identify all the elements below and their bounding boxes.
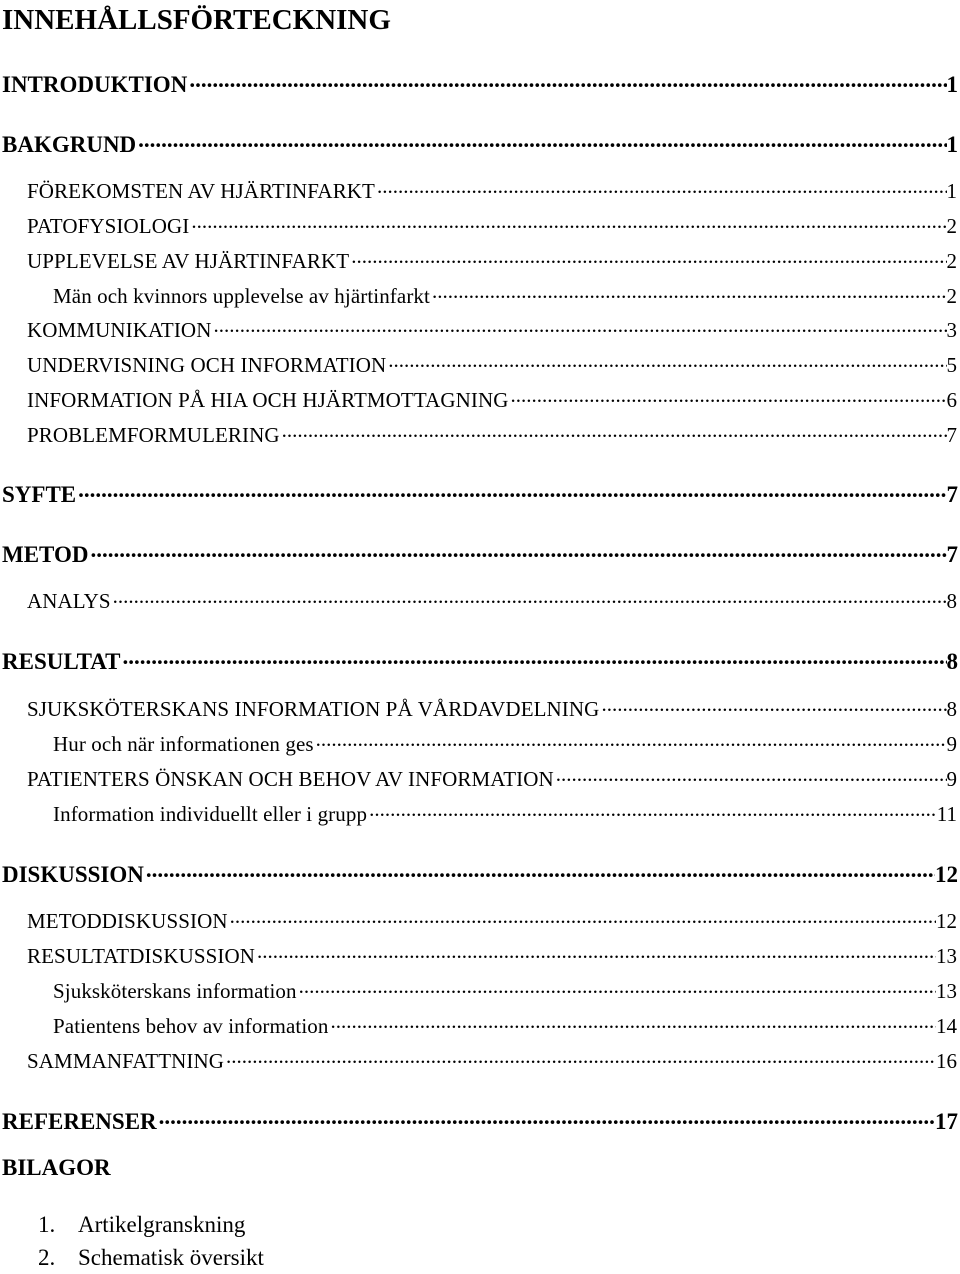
- toc-entry[interactable]: [0, 480, 960, 510]
- toc-entry-title: METODDISKUSSION: [27, 909, 228, 934]
- toc-entry[interactable]: [0, 1011, 960, 1041]
- toc-entry[interactable]: [0, 586, 960, 616]
- toc-page-number: 7: [947, 482, 960, 508]
- toc-entry-title: INFORMATION PÅ HIA OCH HJÄRTMOTTAGNING: [27, 388, 509, 413]
- toc-page-number: 8: [947, 697, 960, 722]
- toc-entry[interactable]: [0, 1046, 960, 1076]
- toc-entry[interactable]: [0, 315, 960, 345]
- toc-dot-leader: [187, 67, 946, 93]
- toc-entry-title: SAMMANFATTNING: [27, 1049, 224, 1074]
- toc-entry[interactable]: [0, 1107, 960, 1137]
- toc-entry-title: PROBLEMFORMULERING: [27, 423, 280, 448]
- toc-page-number: 16: [936, 1049, 960, 1074]
- toc-entry-title: PATIENTERS ÖNSKAN OCH BEHOV AV INFORMATION: [27, 767, 554, 792]
- toc-entry[interactable]: [0, 976, 960, 1006]
- toc-entry[interactable]: [0, 176, 960, 206]
- toc-page-number: 5: [947, 353, 960, 378]
- toc-entry[interactable]: [0, 860, 960, 890]
- toc-page-number: 7: [947, 542, 960, 568]
- toc-dot-leader: [228, 904, 936, 929]
- toc-dot-leader: [554, 762, 947, 787]
- toc-dot-leader: [136, 127, 946, 153]
- toc-entry-title: REFERENSER: [2, 1109, 157, 1135]
- toc-dot-leader: [599, 692, 946, 717]
- toc-entry-title: UPPLEVELSE AV HJÄRTINFARKT: [27, 249, 349, 274]
- toc-entry[interactable]: [0, 350, 960, 380]
- toc-dot-leader: [189, 209, 946, 234]
- toc-page-number: 11: [937, 802, 960, 827]
- toc-dot-leader: [375, 174, 947, 199]
- toc-page-number: 13: [936, 944, 960, 969]
- toc-page-number: 17: [935, 1109, 960, 1135]
- toc-entry[interactable]: [0, 70, 960, 100]
- toc-dot-leader: [328, 1009, 936, 1034]
- toc-page-number: 14: [936, 1014, 960, 1039]
- toc-page-number: 13: [936, 979, 960, 1004]
- toc-entry-title: ANALYS: [27, 589, 111, 614]
- bilagor-item-label: Schematisk översikt: [78, 1241, 264, 1274]
- toc-page-number: 12: [936, 909, 960, 934]
- bilagor-item-label: Artikelgranskning: [78, 1208, 245, 1241]
- toc-dot-leader: [509, 383, 947, 408]
- bilagor-item-number: 1.: [38, 1208, 78, 1241]
- toc-dot-leader: [211, 313, 946, 338]
- toc-entry-title: METOD: [2, 542, 88, 568]
- toc-dot-leader: [297, 974, 936, 999]
- toc-page-number: 12: [935, 862, 960, 888]
- toc-dot-leader: [386, 348, 946, 373]
- bilagor-list: [38, 1208, 264, 1274]
- toc-page-number: 2: [947, 284, 960, 309]
- toc-entry[interactable]: [0, 246, 960, 276]
- toc-page-number: 2: [947, 249, 960, 274]
- toc-entry-title: PATOFYSIOLOGI: [27, 214, 189, 239]
- toc-entry-title: SYFTE: [2, 482, 76, 508]
- toc-entry[interactable]: [0, 281, 960, 311]
- toc-entry-title: RESULTAT: [2, 649, 120, 675]
- toc-entry[interactable]: [0, 385, 960, 415]
- toc-dot-leader: [157, 1104, 935, 1130]
- toc-entry[interactable]: [0, 941, 960, 971]
- toc-entry[interactable]: [0, 799, 960, 829]
- toc-page-number: 7: [947, 423, 960, 448]
- toc-entry-title: Hur och när informationen ges: [53, 732, 314, 757]
- toc-entry-title: Information individuellt eller i grupp: [53, 802, 367, 827]
- toc-dot-leader: [111, 584, 947, 609]
- toc-entry-title: KOMMUNIKATION: [27, 318, 211, 343]
- toc-dot-leader: [255, 939, 936, 964]
- toc-entry-title: UNDERVISNING OCH INFORMATION: [27, 353, 386, 378]
- toc-dot-leader: [367, 797, 937, 822]
- toc-dot-leader: [120, 644, 946, 670]
- toc-dot-leader: [88, 537, 946, 563]
- toc-entry[interactable]: [0, 729, 960, 759]
- toc-entry-title: FÖREKOMSTEN AV HJÄRTINFARKT: [27, 179, 375, 204]
- toc-entry-title: Patientens behov av information: [53, 1014, 328, 1039]
- toc-entry-title: Sjuksköterskans information: [53, 979, 297, 1004]
- toc-entry[interactable]: [0, 647, 960, 677]
- toc-page-number: 9: [947, 732, 960, 757]
- toc-page-number: 1: [947, 179, 960, 204]
- toc-dot-leader: [224, 1044, 936, 1069]
- toc-entry[interactable]: [0, 130, 960, 160]
- toc-entry[interactable]: [0, 420, 960, 450]
- toc-entry-title: INTRODUKTION: [2, 72, 187, 98]
- toc-page-number: 9: [947, 767, 960, 792]
- bilagor-item: [38, 1208, 264, 1241]
- toc-entry[interactable]: [0, 694, 960, 724]
- toc-page-number: 1: [947, 132, 960, 158]
- toc-dot-leader: [430, 279, 947, 304]
- toc-page-number: 3: [947, 318, 960, 343]
- toc-page-number: 6: [947, 388, 960, 413]
- toc-page-number: 1: [947, 72, 960, 98]
- toc-entry[interactable]: [0, 211, 960, 241]
- toc-entry-title: BAKGRUND: [2, 132, 136, 158]
- toc-entry-title: SJUKSKÖTERSKANS INFORMATION PÅ VÅRDAVDELNING: [27, 697, 599, 722]
- toc-page-number: 2: [947, 214, 960, 239]
- toc-dot-leader: [76, 477, 946, 503]
- toc-page-number: 8: [947, 649, 960, 675]
- toc-entry-title: DISKUSSION: [2, 862, 144, 888]
- toc-dot-leader: [349, 244, 946, 269]
- toc-dot-leader: [314, 727, 947, 752]
- page-title: INNEHÅLLSFÖRTECKNING: [2, 2, 391, 38]
- toc-entry-title: Män och kvinnors upplevelse av hjärtinfarkt: [53, 284, 430, 309]
- toc-entry[interactable]: [0, 540, 960, 570]
- toc-entry[interactable]: [0, 906, 960, 936]
- bilagor-item: [38, 1241, 264, 1274]
- toc-entry[interactable]: [0, 764, 960, 794]
- bilagor-item-number: 2.: [38, 1241, 78, 1274]
- bilagor-heading: BILAGOR: [2, 1150, 111, 1186]
- toc-entry-title: RESULTATDISKUSSION: [27, 944, 255, 969]
- toc-dot-leader: [144, 857, 935, 883]
- toc-dot-leader: [280, 418, 947, 443]
- toc-page-number: 8: [947, 589, 960, 614]
